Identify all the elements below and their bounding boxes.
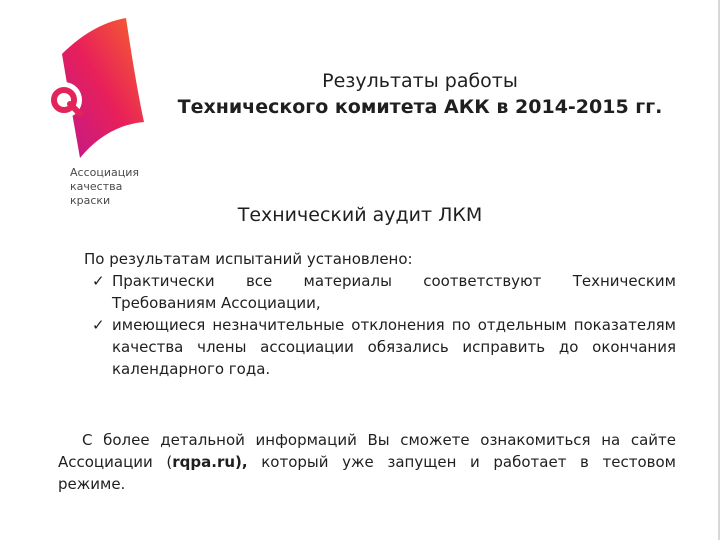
website-link[interactable]: rqpa.ru), bbox=[172, 453, 248, 471]
title-line-1: Результаты работы bbox=[322, 70, 518, 92]
list-item bbox=[84, 270, 676, 314]
checkmark-icon: ✓ bbox=[92, 316, 105, 334]
flag-logo-icon bbox=[40, 14, 160, 164]
logo-caption-line: краски bbox=[70, 194, 111, 207]
list-item-text: имеющиеся незначительные отклонения по отдельным показателям качества члены ассоциации обязались исправить до окончания календарного года. bbox=[112, 316, 676, 378]
results-section bbox=[84, 248, 676, 380]
logo-caption bbox=[70, 166, 139, 208]
results-list bbox=[84, 270, 676, 380]
note-text-before: С более детальной информаций Вы сможете ознакомиться на сайте Ассоциации ( bbox=[58, 431, 676, 471]
list-item-text: Практически все материалы соответствуют Техническим Требованиям Ассоциации, bbox=[112, 272, 676, 312]
association-logo bbox=[40, 14, 160, 207]
list-item bbox=[84, 314, 676, 380]
checkmark-icon: ✓ bbox=[92, 272, 105, 290]
logo-caption-line: Ассоциация bbox=[70, 166, 139, 179]
website-note bbox=[58, 429, 676, 495]
results-lead: По результатам испытаний установлено: bbox=[84, 250, 413, 268]
note-text-after: который уже запущен и работает в тестовом режиме. bbox=[58, 453, 676, 493]
title-line-2: Технического комитета АКК в 2014-2015 гг. bbox=[177, 96, 663, 118]
logo-caption-line: качества bbox=[70, 180, 123, 193]
section-subtitle: Технический аудит ЛКМ bbox=[237, 204, 483, 226]
page-title bbox=[170, 68, 670, 120]
